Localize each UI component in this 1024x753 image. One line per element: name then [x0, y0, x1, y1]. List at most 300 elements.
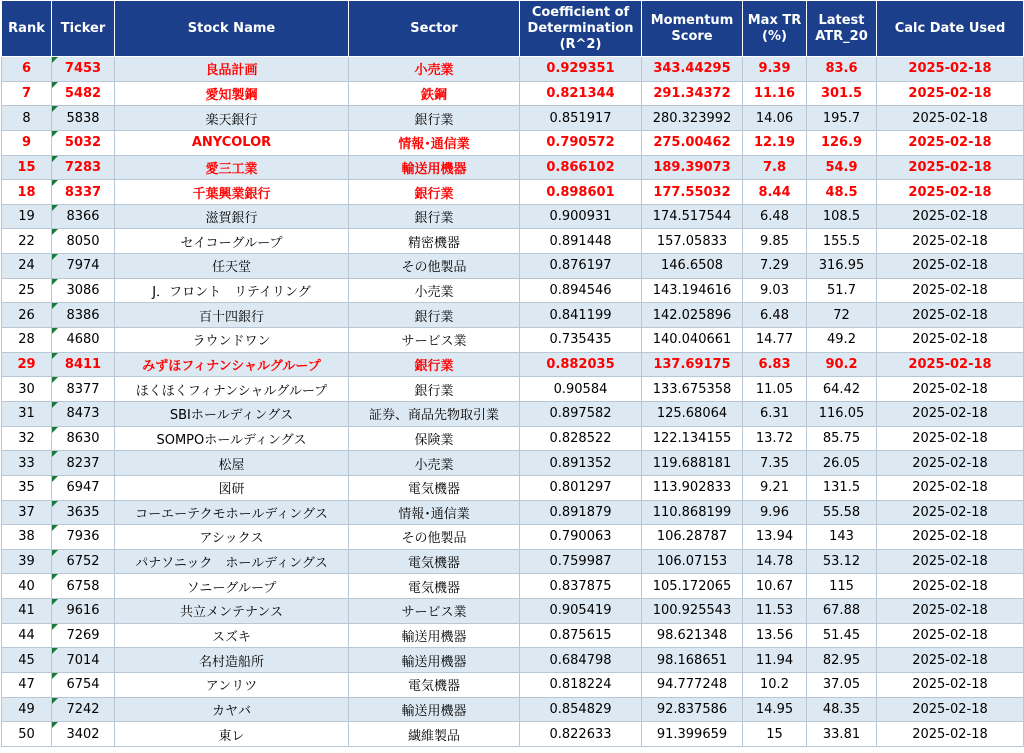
cell-sector[interactable]: 証券、商品先物取引業	[349, 401, 520, 426]
cell-r2[interactable]: 0.875615	[520, 623, 642, 648]
cell-r2[interactable]: 0.828522	[520, 426, 642, 451]
cell-sector[interactable]: 輸送用機器	[349, 697, 520, 722]
cell-stock-name[interactable]: みずほフィナンシャルグループ	[115, 352, 349, 377]
cell-ticker[interactable]: 7014	[52, 648, 115, 673]
cell-atr[interactable]: 53.12	[807, 549, 877, 574]
cell-momentum[interactable]: 98.621348	[642, 623, 743, 648]
cell-r2[interactable]: 0.898601	[520, 180, 642, 205]
cell-stock-name[interactable]: アシックス	[115, 525, 349, 550]
cell-r2[interactable]: 0.790063	[520, 525, 642, 550]
cell-sector[interactable]: 保険業	[349, 426, 520, 451]
cell-rank[interactable]: 44	[2, 623, 52, 648]
header-stock-name[interactable]	[115, 1, 349, 57]
cell-rank[interactable]: 32	[2, 426, 52, 451]
cell-rank[interactable]: 30	[2, 377, 52, 402]
header-ticker-label: Ticker	[60, 20, 106, 36]
cell-rank[interactable]: 45	[2, 648, 52, 673]
cell-momentum[interactable]: 275.00462	[642, 130, 743, 155]
table-row[interactable]	[2, 475, 1024, 500]
cell-momentum[interactable]: 110.868199	[642, 500, 743, 525]
cell-sector[interactable]: 輸送用機器	[349, 155, 520, 180]
cell-ticker[interactable]: 4680	[52, 328, 115, 353]
cell-sector[interactable]: 輸送用機器	[349, 623, 520, 648]
cell-rank[interactable]: 47	[2, 673, 52, 698]
cell-stock-name[interactable]: アンリツ	[115, 673, 349, 698]
cell-stock-name[interactable]: 良品計画	[115, 57, 349, 82]
cell-ticker[interactable]: 6754	[52, 673, 115, 698]
cell-stock-name[interactable]: 松屋	[115, 451, 349, 476]
table-row[interactable]	[2, 328, 1024, 353]
cell-stock-name[interactable]: 東レ	[115, 722, 349, 747]
cell-r2[interactable]: 0.790572	[520, 130, 642, 155]
cell-max-tr[interactable]: 12.19	[743, 130, 807, 155]
cell-max-tr[interactable]: 14.06	[743, 106, 807, 131]
cell-sector[interactable]: 銀行業	[349, 377, 520, 402]
cell-calc-date[interactable]: 2025-02-18	[877, 549, 1024, 574]
cell-sector[interactable]: 電気機器	[349, 574, 520, 599]
table-row[interactable]	[2, 377, 1024, 402]
table-row[interactable]	[2, 623, 1024, 648]
cell-max-tr[interactable]: 9.21	[743, 475, 807, 500]
cell-r2[interactable]: 0.894546	[520, 278, 642, 303]
cell-sector[interactable]: 銀行業	[349, 352, 520, 377]
cell-calc-date[interactable]: 2025-02-18	[877, 525, 1024, 550]
cell-stock-name[interactable]: 愛三工業	[115, 155, 349, 180]
cell-stock-name[interactable]: 図研	[115, 475, 349, 500]
cell-rank[interactable]: 7	[2, 81, 52, 106]
cell-calc-date[interactable]: 2025-02-18	[877, 697, 1024, 722]
cell-momentum[interactable]: 291.34372	[642, 81, 743, 106]
cell-sector[interactable]: 情報･通信業	[349, 130, 520, 155]
table-row[interactable]	[2, 525, 1024, 550]
cell-r2[interactable]: 0.759987	[520, 549, 642, 574]
header-r2-line2: Determination	[527, 20, 634, 36]
table-row[interactable]	[2, 57, 1024, 82]
cell-ticker[interactable]: 3402	[52, 722, 115, 747]
cell-ticker[interactable]: 6947	[52, 475, 115, 500]
cell-stock-name[interactable]: J．フロント リテイリング	[115, 278, 349, 303]
cell-ticker[interactable]: 9616	[52, 599, 115, 624]
cell-stock-name[interactable]: パナソニック ホールディングス	[115, 549, 349, 574]
header-r2-line1: Coefficient of	[531, 4, 630, 20]
cell-calc-date[interactable]: 2025-02-18	[877, 278, 1024, 303]
cell-atr[interactable]: 26.05	[807, 451, 877, 476]
header-atr-line2: ATR_20	[815, 28, 868, 44]
cell-ticker[interactable]: 8337	[52, 180, 115, 205]
cell-r2[interactable]: 0.821344	[520, 81, 642, 106]
cell-r2[interactable]: 0.891352	[520, 451, 642, 476]
table-row[interactable]	[2, 648, 1024, 673]
table-row[interactable]	[2, 180, 1024, 205]
cell-ticker[interactable]: 8377	[52, 377, 115, 402]
cell-atr[interactable]: 155.5	[807, 229, 877, 254]
table-row[interactable]	[2, 303, 1024, 328]
cell-stock-name[interactable]: セイコーグループ	[115, 229, 349, 254]
cell-rank[interactable]: 41	[2, 599, 52, 624]
cell-max-tr[interactable]: 11.94	[743, 648, 807, 673]
cell-atr[interactable]: 49.2	[807, 328, 877, 353]
cell-max-tr[interactable]: 6.48	[743, 303, 807, 328]
cell-atr[interactable]: 72	[807, 303, 877, 328]
table-row[interactable]	[2, 574, 1024, 599]
cell-r2[interactable]: 0.900931	[520, 204, 642, 229]
table-row[interactable]	[2, 722, 1024, 747]
cell-calc-date[interactable]: 2025-02-18	[877, 377, 1024, 402]
cell-stock-name[interactable]: スズキ	[115, 623, 349, 648]
cell-max-tr[interactable]: 13.72	[743, 426, 807, 451]
cell-calc-date[interactable]: 2025-02-18	[877, 204, 1024, 229]
cell-r2[interactable]: 0.866102	[520, 155, 642, 180]
cell-max-tr[interactable]: 9.85	[743, 229, 807, 254]
cell-rank[interactable]: 25	[2, 278, 52, 303]
cell-max-tr[interactable]: 9.39	[743, 57, 807, 82]
cell-sector[interactable]: 繊維製品	[349, 722, 520, 747]
cell-rank[interactable]: 9	[2, 130, 52, 155]
table-row[interactable]	[2, 673, 1024, 698]
cell-atr[interactable]: 90.2	[807, 352, 877, 377]
cell-momentum[interactable]: 140.040661	[642, 328, 743, 353]
cell-stock-name[interactable]: 楽天銀行	[115, 106, 349, 131]
cell-rank[interactable]: 19	[2, 204, 52, 229]
cell-sector[interactable]: 情報･通信業	[349, 500, 520, 525]
cell-max-tr[interactable]: 7.8	[743, 155, 807, 180]
cell-sector[interactable]: 電気機器	[349, 475, 520, 500]
cell-atr[interactable]: 82.95	[807, 648, 877, 673]
cell-max-tr[interactable]: 9.03	[743, 278, 807, 303]
header-atr[interactable]	[807, 1, 877, 57]
cell-stock-name[interactable]: SOMPOホールディングス	[115, 426, 349, 451]
cell-calc-date[interactable]: 2025-02-18	[877, 599, 1024, 624]
cell-max-tr[interactable]: 11.16	[743, 81, 807, 106]
cell-atr[interactable]: 143	[807, 525, 877, 550]
cell-atr[interactable]: 316.95	[807, 254, 877, 279]
cell-momentum[interactable]: 343.44295	[642, 57, 743, 82]
cell-atr[interactable]: 33.81	[807, 722, 877, 747]
cell-atr[interactable]: 108.5	[807, 204, 877, 229]
cell-atr[interactable]: 126.9	[807, 130, 877, 155]
cell-sector[interactable]: 鉄鋼	[349, 81, 520, 106]
cell-max-tr[interactable]: 15	[743, 722, 807, 747]
cell-calc-date[interactable]: 2025-02-18	[877, 106, 1024, 131]
cell-sector[interactable]: 電気機器	[349, 549, 520, 574]
cell-max-tr[interactable]: 13.56	[743, 623, 807, 648]
cell-calc-date[interactable]: 2025-02-18	[877, 574, 1024, 599]
cell-stock-name[interactable]: カヤバ	[115, 697, 349, 722]
table-row[interactable]	[2, 155, 1024, 180]
header-max-tr-line2: (%)	[762, 28, 787, 44]
cell-atr[interactable]: 131.5	[807, 475, 877, 500]
cell-rank[interactable]: 35	[2, 475, 52, 500]
cell-calc-date[interactable]: 2025-02-18	[877, 451, 1024, 476]
cell-max-tr[interactable]: 7.35	[743, 451, 807, 476]
cell-sector[interactable]: 小売業	[349, 451, 520, 476]
cell-calc-date[interactable]: 2025-02-18	[877, 426, 1024, 451]
cell-calc-date[interactable]: 2025-02-18	[877, 130, 1024, 155]
table-row[interactable]	[2, 401, 1024, 426]
cell-sector[interactable]: 小売業	[349, 278, 520, 303]
cell-ticker[interactable]: 5838	[52, 106, 115, 131]
cell-rank[interactable]: 50	[2, 722, 52, 747]
cell-calc-date[interactable]: 2025-02-18	[877, 155, 1024, 180]
cell-r2[interactable]: 0.822633	[520, 722, 642, 747]
cell-max-tr[interactable]: 6.31	[743, 401, 807, 426]
cell-atr[interactable]: 48.5	[807, 180, 877, 205]
cell-ticker[interactable]: 7283	[52, 155, 115, 180]
table-row[interactable]	[2, 697, 1024, 722]
table-row[interactable]	[2, 204, 1024, 229]
cell-r2[interactable]: 0.897582	[520, 401, 642, 426]
header-rank[interactable]	[2, 1, 52, 57]
header-r2[interactable]	[520, 1, 642, 57]
cell-calc-date[interactable]: 2025-02-18	[877, 81, 1024, 106]
cell-atr[interactable]: 51.7	[807, 278, 877, 303]
header-momentum-line2: Score	[671, 28, 713, 44]
cell-calc-date[interactable]: 2025-02-18	[877, 57, 1024, 82]
cell-r2[interactable]: 0.929351	[520, 57, 642, 82]
cell-momentum[interactable]: 142.025896	[642, 303, 743, 328]
cell-momentum[interactable]: 113.902833	[642, 475, 743, 500]
cell-momentum[interactable]: 157.05833	[642, 229, 743, 254]
cell-rank[interactable]: 22	[2, 229, 52, 254]
cell-momentum[interactable]: 137.69175	[642, 352, 743, 377]
cell-momentum[interactable]: 146.6508	[642, 254, 743, 279]
cell-calc-date[interactable]: 2025-02-18	[877, 673, 1024, 698]
cell-stock-name[interactable]: ANYCOLOR	[115, 130, 349, 155]
cell-ticker[interactable]: 8366	[52, 204, 115, 229]
header-calc-date[interactable]	[877, 1, 1024, 57]
cell-max-tr[interactable]: 6.48	[743, 204, 807, 229]
cell-max-tr[interactable]: 10.67	[743, 574, 807, 599]
table-row[interactable]	[2, 229, 1024, 254]
header-sector[interactable]	[349, 1, 520, 57]
cell-r2[interactable]: 0.90584	[520, 377, 642, 402]
cell-momentum[interactable]: 122.134155	[642, 426, 743, 451]
cell-max-tr[interactable]: 14.78	[743, 549, 807, 574]
cell-stock-name[interactable]: ラウンドワン	[115, 328, 349, 353]
cell-rank[interactable]: 29	[2, 352, 52, 377]
table-row[interactable]	[2, 500, 1024, 525]
cell-r2[interactable]: 0.891448	[520, 229, 642, 254]
cell-atr[interactable]: 54.9	[807, 155, 877, 180]
cell-ticker[interactable]: 8050	[52, 229, 115, 254]
cell-momentum[interactable]: 106.07153	[642, 549, 743, 574]
cell-sector[interactable]: 銀行業	[349, 303, 520, 328]
cell-atr[interactable]: 37.05	[807, 673, 877, 698]
cell-rank[interactable]: 15	[2, 155, 52, 180]
cell-momentum[interactable]: 92.837586	[642, 697, 743, 722]
cell-atr[interactable]: 64.42	[807, 377, 877, 402]
cell-rank[interactable]: 31	[2, 401, 52, 426]
cell-sector[interactable]: サービス業	[349, 328, 520, 353]
cell-r2[interactable]: 0.818224	[520, 673, 642, 698]
cell-max-tr[interactable]: 11.05	[743, 377, 807, 402]
cell-momentum[interactable]: 119.688181	[642, 451, 743, 476]
cell-sector[interactable]: その他製品	[349, 525, 520, 550]
cell-calc-date[interactable]: 2025-02-18	[877, 328, 1024, 353]
cell-momentum[interactable]: 106.28787	[642, 525, 743, 550]
header-momentum-line1: Momentum	[650, 12, 734, 28]
cell-atr[interactable]: 83.6	[807, 57, 877, 82]
cell-momentum[interactable]: 100.925543	[642, 599, 743, 624]
cell-max-tr[interactable]: 11.53	[743, 599, 807, 624]
cell-atr[interactable]: 116.05	[807, 401, 877, 426]
cell-atr[interactable]: 115	[807, 574, 877, 599]
cell-r2[interactable]: 0.876197	[520, 254, 642, 279]
cell-ticker[interactable]: 6752	[52, 549, 115, 574]
cell-atr[interactable]: 67.88	[807, 599, 877, 624]
cell-atr[interactable]: 51.45	[807, 623, 877, 648]
cell-atr[interactable]: 55.58	[807, 500, 877, 525]
cell-stock-name[interactable]: 百十四銀行	[115, 303, 349, 328]
cell-r2[interactable]: 0.851917	[520, 106, 642, 131]
cell-ticker[interactable]: 7242	[52, 697, 115, 722]
cell-momentum[interactable]: 125.68064	[642, 401, 743, 426]
cell-atr[interactable]: 301.5	[807, 81, 877, 106]
table-row[interactable]	[2, 130, 1024, 155]
cell-momentum[interactable]: 174.517544	[642, 204, 743, 229]
cell-r2[interactable]: 0.905419	[520, 599, 642, 624]
header-ticker[interactable]	[52, 1, 115, 57]
cell-ticker[interactable]: 5482	[52, 81, 115, 106]
cell-sector[interactable]: 電気機器	[349, 673, 520, 698]
cell-stock-name[interactable]: ソニーグループ	[115, 574, 349, 599]
cell-r2[interactable]: 0.684798	[520, 648, 642, 673]
cell-r2[interactable]: 0.882035	[520, 352, 642, 377]
table-row[interactable]	[2, 451, 1024, 476]
cell-momentum[interactable]: 280.323992	[642, 106, 743, 131]
cell-ticker[interactable]: 7974	[52, 254, 115, 279]
header-max-tr-line1: Max TR	[747, 12, 802, 28]
cell-rank[interactable]: 24	[2, 254, 52, 279]
cell-stock-name[interactable]: 名村造船所	[115, 648, 349, 673]
cell-calc-date[interactable]: 2025-02-18	[877, 500, 1024, 525]
cell-calc-date[interactable]: 2025-02-18	[877, 352, 1024, 377]
header-max-tr[interactable]	[743, 1, 807, 57]
cell-momentum[interactable]: 98.168651	[642, 648, 743, 673]
cell-stock-name[interactable]: 共立メンテナンス	[115, 599, 349, 624]
cell-ticker[interactable]: 8630	[52, 426, 115, 451]
cell-ticker[interactable]: 7936	[52, 525, 115, 550]
cell-momentum[interactable]: 105.172065	[642, 574, 743, 599]
cell-ticker[interactable]: 8473	[52, 401, 115, 426]
cell-rank[interactable]: 26	[2, 303, 52, 328]
cell-momentum[interactable]: 177.55032	[642, 180, 743, 205]
table-row[interactable]	[2, 599, 1024, 624]
cell-stock-name[interactable]: 千葉興業銀行	[115, 180, 349, 205]
cell-ticker[interactable]: 7453	[52, 57, 115, 82]
cell-max-tr[interactable]: 6.83	[743, 352, 807, 377]
cell-rank[interactable]: 6	[2, 57, 52, 82]
cell-sector[interactable]: 銀行業	[349, 106, 520, 131]
cell-sector[interactable]: 小売業	[349, 57, 520, 82]
cell-r2[interactable]: 0.841199	[520, 303, 642, 328]
cell-ticker[interactable]: 8386	[52, 303, 115, 328]
cell-rank[interactable]: 38	[2, 525, 52, 550]
cell-rank[interactable]: 49	[2, 697, 52, 722]
cell-rank[interactable]: 18	[2, 180, 52, 205]
table-row[interactable]	[2, 254, 1024, 279]
cell-ticker[interactable]: 8411	[52, 352, 115, 377]
cell-sector[interactable]: 銀行業	[349, 204, 520, 229]
cell-ticker[interactable]: 3086	[52, 278, 115, 303]
cell-atr[interactable]: 85.75	[807, 426, 877, 451]
cell-momentum[interactable]: 133.675358	[642, 377, 743, 402]
cell-rank[interactable]: 37	[2, 500, 52, 525]
cell-sector[interactable]: 精密機器	[349, 229, 520, 254]
cell-max-tr[interactable]: 9.96	[743, 500, 807, 525]
cell-atr[interactable]: 195.7	[807, 106, 877, 131]
table-row[interactable]	[2, 81, 1024, 106]
cell-r2[interactable]: 0.801297	[520, 475, 642, 500]
cell-atr[interactable]: 48.35	[807, 697, 877, 722]
cell-calc-date[interactable]: 2025-02-18	[877, 722, 1024, 747]
cell-ticker[interactable]: 3635	[52, 500, 115, 525]
cell-max-tr[interactable]: 14.95	[743, 697, 807, 722]
cell-max-tr[interactable]: 10.2	[743, 673, 807, 698]
cell-calc-date[interactable]: 2025-02-18	[877, 648, 1024, 673]
cell-stock-name[interactable]: 任天堂	[115, 254, 349, 279]
cell-stock-name[interactable]: 愛知製鋼	[115, 81, 349, 106]
cell-rank[interactable]: 28	[2, 328, 52, 353]
cell-max-tr[interactable]: 8.44	[743, 180, 807, 205]
cell-momentum[interactable]: 189.39073	[642, 155, 743, 180]
cell-r2[interactable]: 0.891879	[520, 500, 642, 525]
cell-max-tr[interactable]: 13.94	[743, 525, 807, 550]
cell-stock-name[interactable]: ほくほくフィナンシャルグループ	[115, 377, 349, 402]
cell-stock-name[interactable]: コーエーテクモホールディングス	[115, 500, 349, 525]
cell-ticker[interactable]: 7269	[52, 623, 115, 648]
cell-ticker[interactable]: 5032	[52, 130, 115, 155]
header-sector-label: Sector	[410, 20, 458, 36]
cell-sector[interactable]: 銀行業	[349, 180, 520, 205]
cell-r2[interactable]: 0.854829	[520, 697, 642, 722]
cell-r2[interactable]: 0.735435	[520, 328, 642, 353]
table-row[interactable]	[2, 106, 1024, 131]
cell-calc-date[interactable]: 2025-02-18	[877, 303, 1024, 328]
table-row[interactable]	[2, 278, 1024, 303]
cell-sector[interactable]: サービス業	[349, 599, 520, 624]
cell-rank[interactable]: 33	[2, 451, 52, 476]
table-row[interactable]	[2, 352, 1024, 377]
cell-calc-date[interactable]: 2025-02-18	[877, 401, 1024, 426]
cell-rank[interactable]: 8	[2, 106, 52, 131]
cell-momentum[interactable]: 91.399659	[642, 722, 743, 747]
cell-calc-date[interactable]: 2025-02-18	[877, 180, 1024, 205]
cell-stock-name[interactable]: SBIホールディングス	[115, 401, 349, 426]
cell-rank[interactable]: 40	[2, 574, 52, 599]
header-momentum[interactable]	[642, 1, 743, 57]
cell-calc-date[interactable]: 2025-02-18	[877, 254, 1024, 279]
cell-calc-date[interactable]: 2025-02-18	[877, 623, 1024, 648]
cell-ticker[interactable]: 8237	[52, 451, 115, 476]
table-row[interactable]	[2, 426, 1024, 451]
cell-rank[interactable]: 39	[2, 549, 52, 574]
cell-momentum[interactable]: 143.194616	[642, 278, 743, 303]
cell-stock-name[interactable]: 滋賀銀行	[115, 204, 349, 229]
cell-max-tr[interactable]: 7.29	[743, 254, 807, 279]
cell-r2[interactable]: 0.837875	[520, 574, 642, 599]
cell-sector[interactable]: 輸送用機器	[349, 648, 520, 673]
cell-calc-date[interactable]: 2025-02-18	[877, 229, 1024, 254]
cell-sector[interactable]: その他製品	[349, 254, 520, 279]
header-stock-name-label: Stock Name	[187, 20, 276, 36]
cell-max-tr[interactable]: 14.77	[743, 328, 807, 353]
cell-calc-date[interactable]: 2025-02-18	[877, 475, 1024, 500]
table-row[interactable]	[2, 549, 1024, 574]
cell-momentum[interactable]: 94.777248	[642, 673, 743, 698]
header-rank-label: Rank	[8, 20, 45, 36]
cell-ticker[interactable]: 6758	[52, 574, 115, 599]
